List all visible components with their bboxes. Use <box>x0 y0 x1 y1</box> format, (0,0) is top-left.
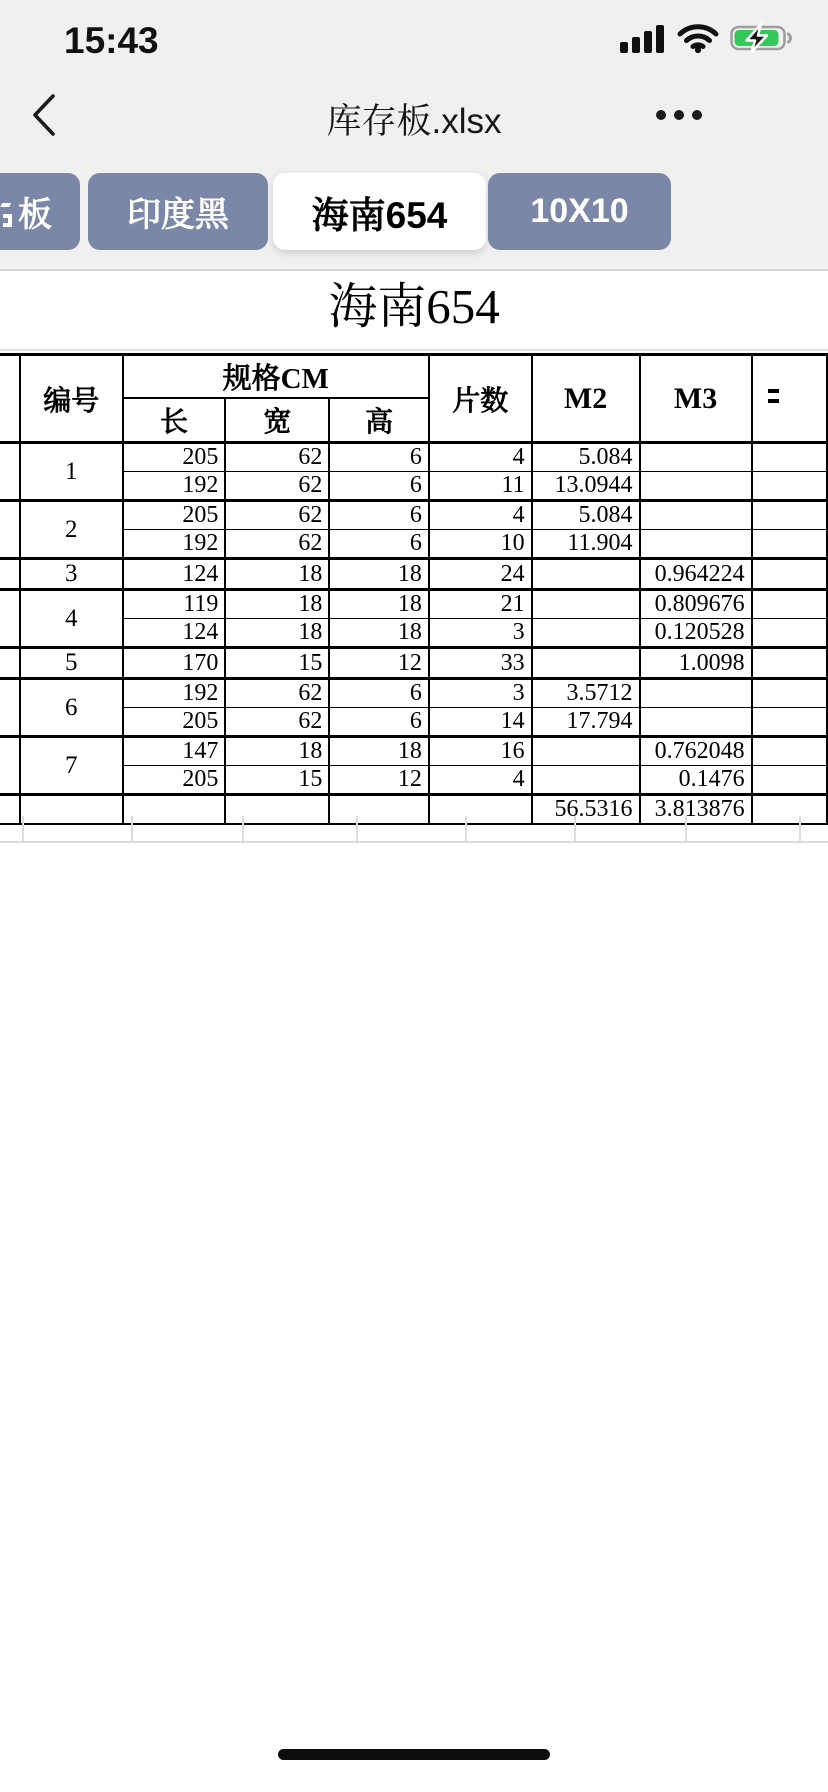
cell-height: 18 <box>329 737 429 766</box>
sheet-title: 海南654 <box>328 279 500 334</box>
cell-length: 205 <box>123 766 226 795</box>
cell-m3 <box>640 443 752 472</box>
cell-width: 62 <box>225 708 329 737</box>
tab-label: 10X10 <box>530 192 629 230</box>
cell-extra-clipped <box>752 530 827 559</box>
group-id-cell: 2 <box>20 501 123 559</box>
cell-length: 124 <box>123 619 226 648</box>
cell-length: 192 <box>123 679 226 708</box>
table-row <box>0 472 827 501</box>
cell-extra-clipped <box>752 443 827 472</box>
clipped-tab-text-fragment <box>0 194 13 230</box>
cell-m2: 17.794 <box>532 708 640 737</box>
table-row <box>0 766 827 795</box>
cell-m3: 0.762048 <box>640 737 752 766</box>
cell-pieces: 3 <box>429 619 532 648</box>
header-extra-clipped <box>752 355 827 443</box>
cell-pieces: 24 <box>429 559 532 590</box>
sheet-tab-bar <box>0 173 828 250</box>
row-left-clipped-cell <box>0 443 20 501</box>
header-height: 高 <box>329 398 429 443</box>
cell-m2: 13.0944 <box>532 472 640 501</box>
sheet-tab-2[interactable] <box>88 173 268 250</box>
clipped-header-fragment <box>768 386 779 412</box>
home-indicator[interactable] <box>278 1749 550 1760</box>
cell-extra-clipped <box>752 619 827 648</box>
cell-pieces: 14 <box>429 708 532 737</box>
sheet-tab-1[interactable] <box>0 173 80 250</box>
cell-pieces: 4 <box>429 443 532 472</box>
table-row <box>0 559 827 590</box>
status-icons <box>620 22 794 54</box>
cell-height: 6 <box>329 472 429 501</box>
cell-pieces: 4 <box>429 766 532 795</box>
total-m3: 3.813876 <box>640 795 752 825</box>
cell-m3 <box>640 530 752 559</box>
header-m3: M3 <box>640 355 752 443</box>
cell-extra-clipped <box>752 590 827 619</box>
header-length: 长 <box>123 398 226 443</box>
cell-m3: 0.1476 <box>640 766 752 795</box>
cell-m3: 0.964224 <box>640 559 752 590</box>
cell-pieces: 16 <box>429 737 532 766</box>
group-id-cell: 5 <box>20 648 123 679</box>
table-row <box>0 708 827 737</box>
cell-length: 119 <box>123 590 226 619</box>
tab-label: 印度黑 <box>127 196 229 234</box>
cell-height: 18 <box>329 619 429 648</box>
cell-length: 205 <box>123 443 226 472</box>
cell-width: 62 <box>225 679 329 708</box>
cell-m2: 3.5712 <box>532 679 640 708</box>
cell-extra-clipped <box>752 472 827 501</box>
inventory-table <box>0 353 828 825</box>
cell-height: 12 <box>329 648 429 679</box>
cell-m3 <box>640 708 752 737</box>
cell-width: 18 <box>225 559 329 590</box>
cell-m3 <box>640 679 752 708</box>
cell-width: 15 <box>225 766 329 795</box>
group-id-cell: 3 <box>20 559 123 590</box>
row-left-clipped-cell <box>0 648 20 679</box>
cell-m3: 0.120528 <box>640 619 752 648</box>
cell-extra-clipped <box>752 648 827 679</box>
cell-length: 124 <box>123 559 226 590</box>
cell-m2 <box>532 648 640 679</box>
cell-width: 18 <box>225 737 329 766</box>
cell-length: 192 <box>123 530 226 559</box>
cell-width: 18 <box>225 590 329 619</box>
header-spec: 规格CM <box>123 355 429 399</box>
tab-label: 板 <box>18 196 52 234</box>
cell-m2 <box>532 559 640 590</box>
cell-height: 12 <box>329 766 429 795</box>
cell-m2: 5.084 <box>532 443 640 472</box>
row-left-clipped-cell <box>0 559 20 590</box>
cell-height: 6 <box>329 708 429 737</box>
cell-extra-clipped <box>752 559 827 590</box>
row-left-clipped-cell <box>0 590 20 648</box>
cell-length: 170 <box>123 648 226 679</box>
cell-height: 6 <box>329 679 429 708</box>
sheet-tab-4[interactable] <box>488 173 671 250</box>
row-left-clipped-cell <box>0 501 20 559</box>
group-id-cell: 6 <box>20 679 123 737</box>
header-width: 宽 <box>225 398 329 443</box>
cell-m3 <box>640 501 752 530</box>
group-id-cell: 7 <box>20 737 123 795</box>
cell-m2: 11.904 <box>532 530 640 559</box>
more-button[interactable] <box>656 100 702 130</box>
status-time: 15:43 <box>64 20 159 61</box>
group-id-cell: 4 <box>20 590 123 648</box>
table-row <box>0 590 827 619</box>
cell-m2: 5.084 <box>532 501 640 530</box>
cell-extra-clipped <box>752 708 827 737</box>
back-button[interactable] <box>22 92 66 138</box>
cell-length: 205 <box>123 708 226 737</box>
header-pieces: 片数 <box>429 355 532 443</box>
cell-m2 <box>532 619 640 648</box>
cell-m3 <box>640 472 752 501</box>
cell-width: 15 <box>225 648 329 679</box>
cell-height: 6 <box>329 501 429 530</box>
table-row <box>0 737 827 766</box>
inventory-table-wrap <box>0 353 828 825</box>
table-row <box>0 530 827 559</box>
status-bar <box>0 16 828 64</box>
cell-extra-clipped <box>752 679 827 708</box>
table-row <box>0 619 827 648</box>
cell-m3: 1.0098 <box>640 648 752 679</box>
cell-m2 <box>532 590 640 619</box>
cell-width: 62 <box>225 472 329 501</box>
cell-width: 18 <box>225 619 329 648</box>
table-row <box>0 648 827 679</box>
cell-width: 62 <box>225 530 329 559</box>
cell-pieces: 4 <box>429 501 532 530</box>
sheet-gridline <box>0 349 828 351</box>
document-title: 库存板.xlsx <box>326 102 502 141</box>
back-chevron-icon <box>31 93 57 137</box>
empty-gridline-row <box>0 816 828 843</box>
cell-height: 6 <box>329 530 429 559</box>
top-chrome <box>0 0 828 271</box>
nav-bar <box>0 80 828 150</box>
cell-height: 6 <box>329 443 429 472</box>
cellular-signal-icon <box>620 23 666 53</box>
cell-height: 18 <box>329 559 429 590</box>
cell-pieces: 3 <box>429 679 532 708</box>
cell-width: 62 <box>225 443 329 472</box>
cell-width: 62 <box>225 501 329 530</box>
cell-height: 18 <box>329 590 429 619</box>
sheet-tab-3[interactable] <box>273 173 486 250</box>
cell-m2 <box>532 766 640 795</box>
header-m2: M2 <box>532 355 640 443</box>
cell-pieces: 33 <box>429 648 532 679</box>
group-id-cell: 1 <box>20 443 123 501</box>
cell-pieces: 21 <box>429 590 532 619</box>
corner-clipped-cell <box>0 355 20 443</box>
cell-m3: 0.809676 <box>640 590 752 619</box>
row-left-clipped-cell <box>0 679 20 737</box>
tab-label: 海南654 <box>311 194 448 236</box>
header-id: 编号 <box>20 355 123 443</box>
battery-icon <box>730 22 794 54</box>
cell-pieces: 11 <box>429 472 532 501</box>
table-row <box>0 443 827 472</box>
cell-extra-clipped <box>752 501 827 530</box>
cell-length: 147 <box>123 737 226 766</box>
total-m2: 56.5316 <box>532 795 640 825</box>
table-row <box>0 501 827 530</box>
table-row <box>0 679 827 708</box>
cell-length: 205 <box>123 501 226 530</box>
cell-pieces: 10 <box>429 530 532 559</box>
wifi-icon <box>677 23 719 53</box>
cell-length: 192 <box>123 472 226 501</box>
cell-extra-clipped <box>752 737 827 766</box>
cell-extra-clipped <box>752 766 827 795</box>
row-left-clipped-cell <box>0 737 20 795</box>
cell-m2 <box>532 737 640 766</box>
